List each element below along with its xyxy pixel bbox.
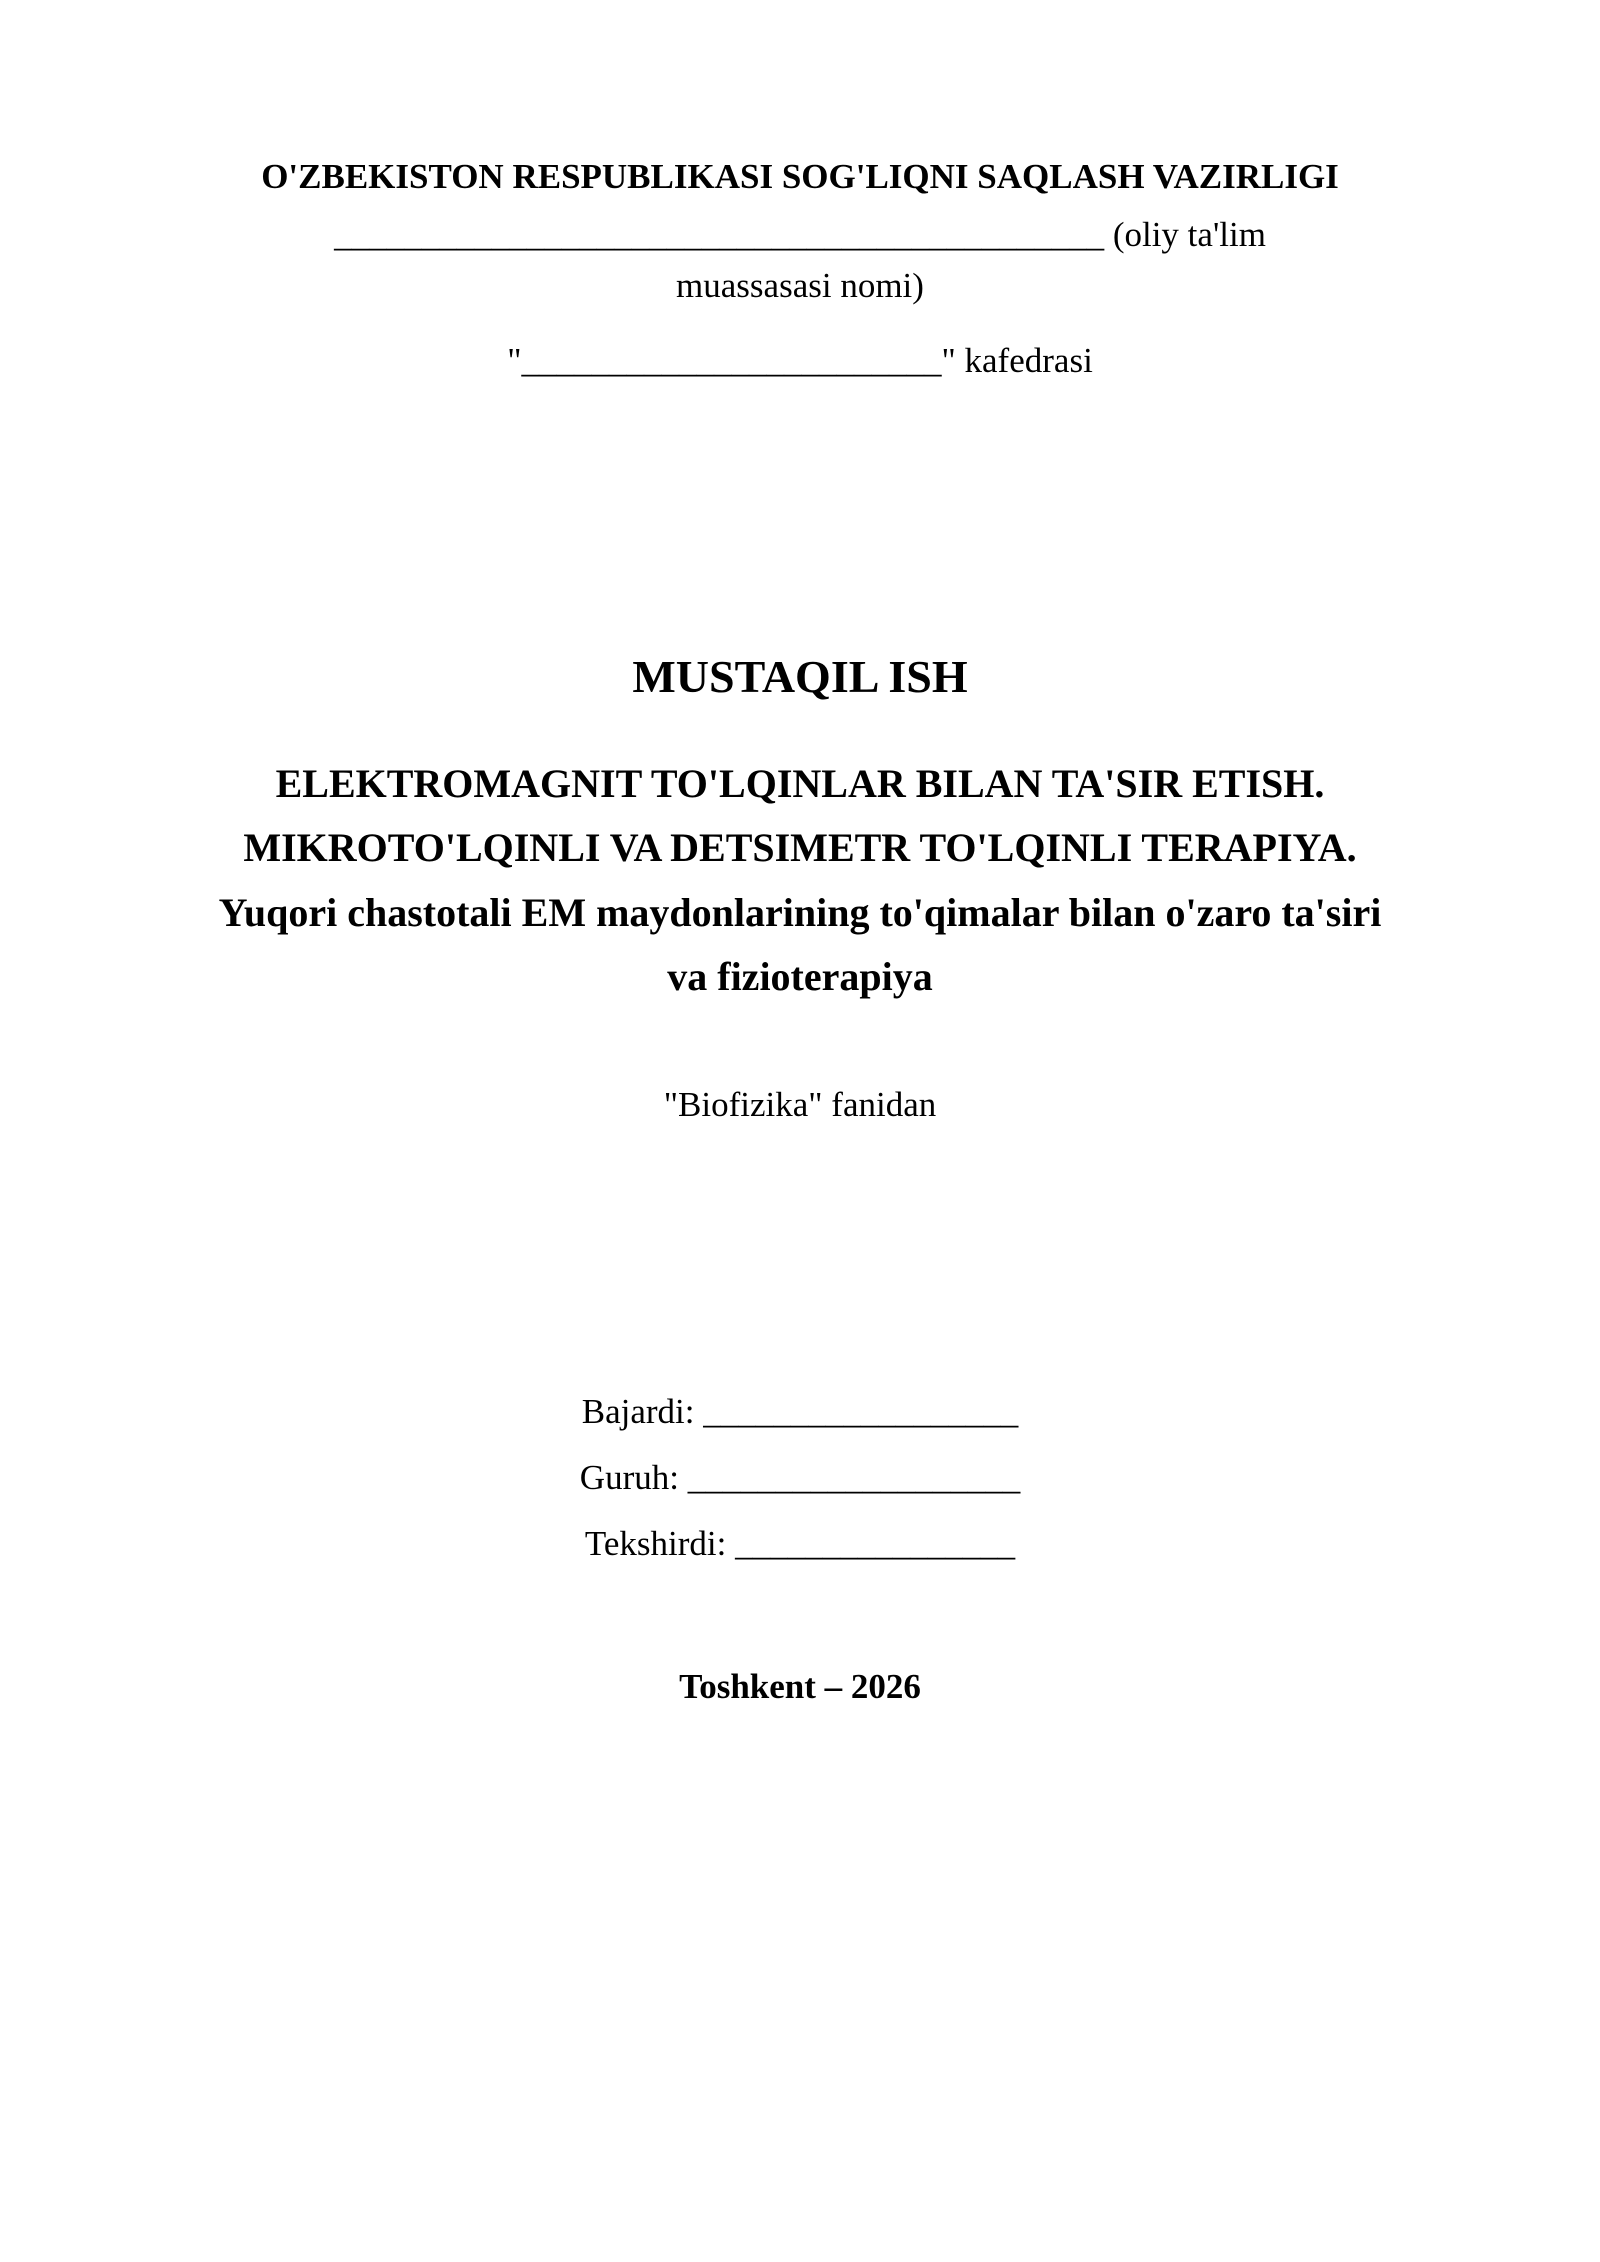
institution-name-line: ____________________________________________ (oliy ta'lim: [334, 215, 1266, 254]
topic-line-3: Yuqori chastotali EM maydonlarining to'qimalar bilan o'zaro ta'siri: [218, 890, 1382, 935]
institution-name-caption: muassasasi nomi): [676, 266, 924, 305]
subject-line: "Biofizika" fanidan: [663, 1085, 937, 1124]
city-year-footer: Toshkent – 2026: [679, 1667, 921, 1706]
topic-line-2: MIKROTO'LQINLI VA DETSIMETR TO'LQINLI TERAPIYA.: [243, 825, 1357, 870]
performed-by-field: Bajardi: __________________: [581, 1392, 1019, 1431]
topic-line-1: ELEKTROMAGNIT TO'LQINLAR BILAN TA'SIR ETISH.: [275, 761, 1325, 806]
topic-line-4: va fizioterapiya: [667, 954, 933, 999]
work-type-heading: MUSTAQIL ISH: [632, 651, 968, 702]
checked-by-field: Tekshirdi: ________________: [584, 1524, 1016, 1563]
group-field: Guruh: ___________________: [579, 1458, 1021, 1497]
department-line: "________________________" kafedrasi: [507, 341, 1093, 380]
ministry-heading: O'ZBEKISTON RESPUBLIKASI SOG'LIQNI SAQLASH VAZIRLIGI: [261, 157, 1339, 196]
